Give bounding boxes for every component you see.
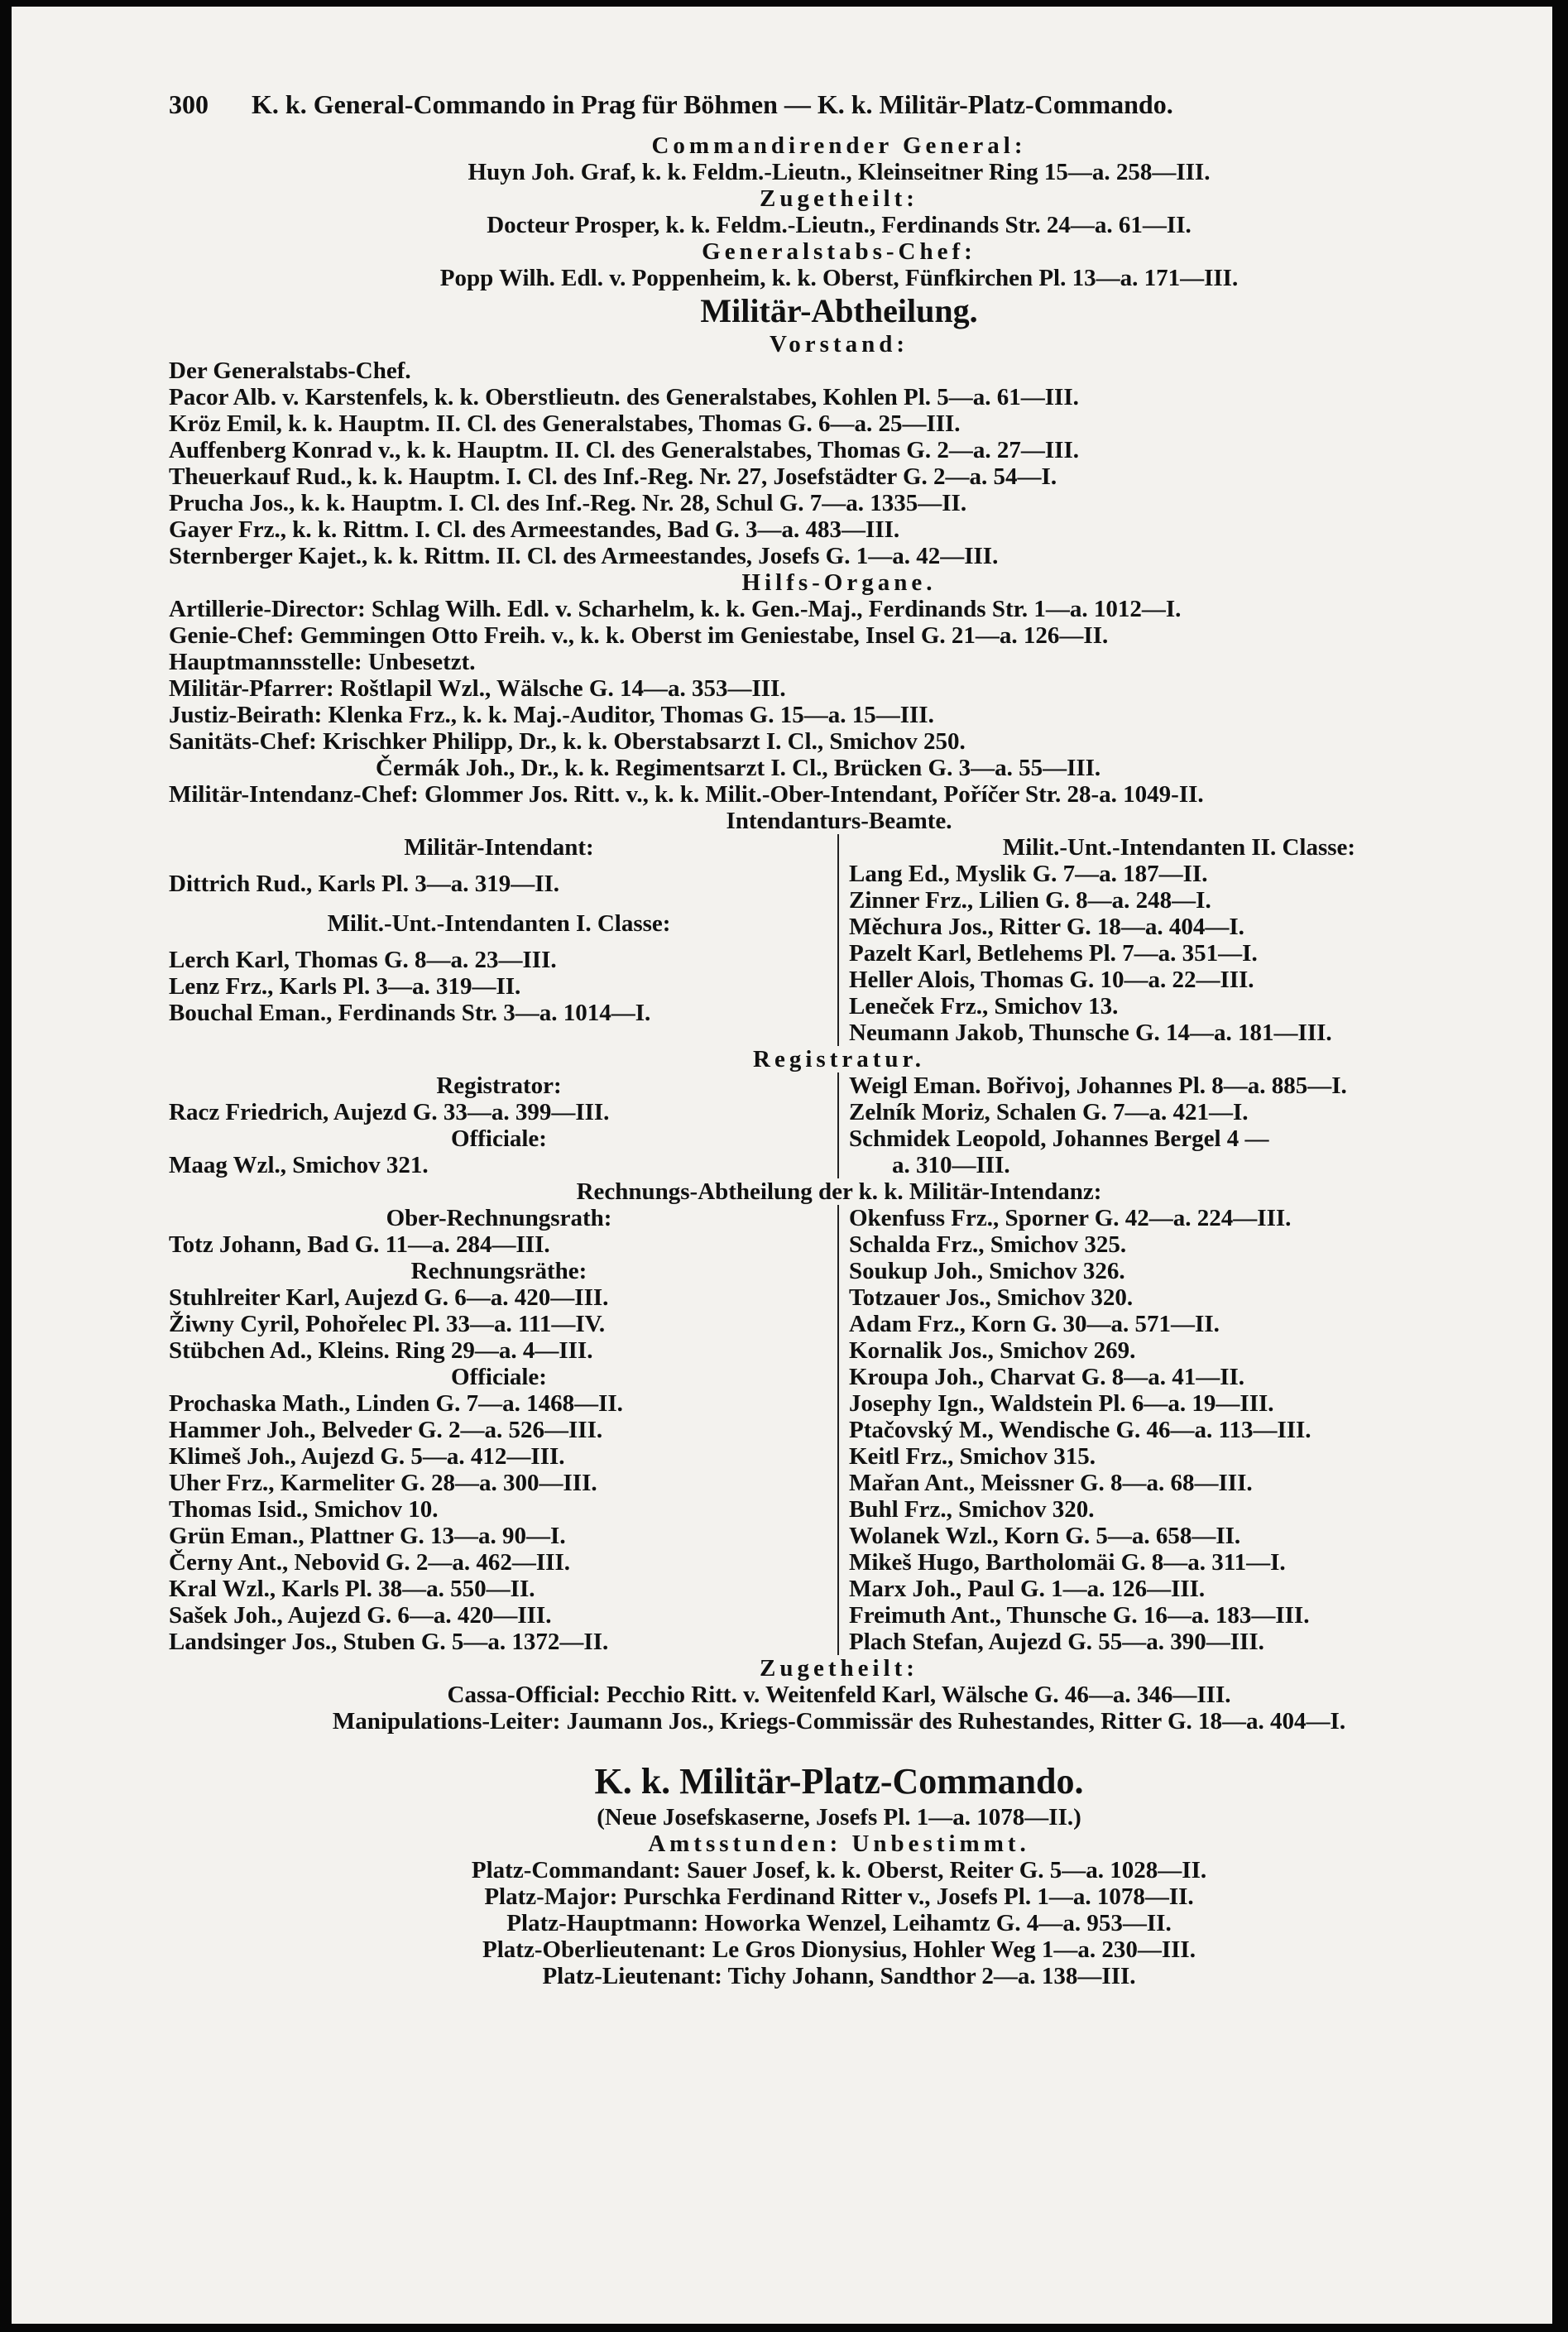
list-item: Justiz-Beirath: Klenka Frz., k. k. Maj.-Auditor, Thomas G. 15—a. 15—III. [169,702,934,728]
intendantur-columns [169,834,1509,1046]
list-item: Theuerkauf Rud., k. k. Hauptm. I. Cl. des Inf.-Reg. Nr. 27, Josefstädter G. 2—a. 54—I. [169,463,1057,490]
list-item: Žiwny Cyril, Pohořelec Pl. 33—a. 111—IV. [169,1311,606,1337]
section-title: Vorstand: [769,331,909,357]
list-item: Keitl Frz., Smichov 315. [849,1443,1096,1470]
list-item: Stuhlreiter Karl, Aujezd G. 6—a. 420—III. [169,1284,609,1311]
list-item: Milit.-Unt.-Intendanten II. Classe: [1002,834,1356,861]
list-item: Der Generalstabs-Chef. [169,357,411,384]
list-item: Marx Joh., Paul G. 1—a. 126—III. [849,1576,1206,1602]
list-item: Kral Wzl., Karls Pl. 38—a. 550—II. [169,1576,535,1602]
list-item: Officiale: [451,1364,547,1390]
list-item: Racz Friedrich, Aujezd G. 33—a. 399—III. [169,1099,610,1125]
section-title: Zugetheilt: [760,1655,918,1682]
hilfs-list [169,596,1509,808]
list-item: Klimeš Joh., Aujezd G. 5—a. 412—III. [169,1443,565,1470]
list-item: Platz-Oberlieutenant: Le Gros Dionysius, Hohler Weg 1—a. 230—III. [482,1936,1196,1963]
list-item: Kröz Emil, k. k. Hauptm. II. Cl. des Generalstabes, Thomas G. 6—a. 25—III. [169,410,961,437]
list-item: Lang Ed., Myslik G. 7—a. 187—II. [849,861,1208,887]
list-item: Maag Wzl., Smichov 321. [169,1152,429,1178]
list-item: Sternberger Kajet., k. k. Rittm. II. Cl. des Armeestandes, Josefs G. 1—a. 42—III. [169,543,999,569]
list-item: Uher Frz., Karmeliter G. 28—a. 300—III. [169,1470,597,1496]
list-item: Registrator: [436,1072,562,1099]
list-item: Militär-Pfarrer: Roštlapil Wzl., Wälsche G. 14—a. 353—III. [169,675,786,702]
list-item: Dittrich Rud., Karls Pl. 3—a. 319—II. [169,871,560,897]
list-item: Prochaska Math., Linden G. 7—a. 1468—II. [169,1390,623,1417]
platz-heading: K. k. Militär-Platz-Commando. [594,1761,1084,1802]
section-title: Commandirender General: [651,132,1027,159]
left-column [169,834,839,1046]
list-item: Pazelt Karl, Betlehems Pl. 7—a. 351—I. [849,940,1258,967]
list-item: Thomas Isid., Smichov 10. [169,1496,439,1523]
vorstand-list [169,357,1509,569]
list-item: Pacor Alb. v. Karstenfels, k. k. Oberstlieutn. des Generalstabes, Kohlen Pl. 5—a. 61—III. [169,384,1079,410]
list-item: Mařan Ant., Meissner G. 8—a. 68—III. [849,1470,1253,1496]
section-title: Hilfs-Organe. [741,569,937,596]
right-column [839,1205,1509,1655]
list-item: Buhl Frz., Smichov 320. [849,1496,1095,1523]
list-item: Zelník Moriz, Schalen G. 7—a. 421—I. [849,1099,1249,1125]
list-item: Lenz Frz., Karls Pl. 3—a. 319—II. [169,973,521,1000]
list-item: Cassa-Official: Pecchio Ritt. v. Weitenfeld Karl, Wälsche G. 46—a. 346—III. [447,1682,1231,1708]
list-item: Totzauer Jos., Smichov 320. [849,1284,1134,1311]
list-item: Plach Stefan, Aujezd G. 55—a. 390—III. [849,1629,1264,1655]
list-item: Kroupa Joh., Charvat G. 8—a. 41—II. [849,1364,1245,1390]
list-item: Platz-Major: Purschka Ferdinand Ritter v., Josefs Pl. 1—a. 1078—II. [484,1883,1194,1910]
list-item: Platz-Lieutenant: Tichy Johann, Sandthor 2—a. 138—III. [542,1963,1136,1989]
section-title: Generalstabs-Chef: [702,238,976,265]
list-item: Officiale: [451,1125,547,1152]
section-title: Intendanturs-Beamte. [726,808,952,834]
list-item: Hammer Joh., Belveder G. 2—a. 526—III. [169,1417,603,1443]
list-item: Okenfuss Frz., Sporner G. 42—a. 224—III. [849,1205,1292,1231]
list-item: Totz Johann, Bad G. 11—a. 284—III. [169,1231,550,1258]
running-header [169,89,1509,132]
list-item: Stübchen Ad., Kleins. Ring 29—a. 4—III. [169,1337,593,1364]
list-item: Sanitäts-Chef: Krischker Philipp, Dr., k. k. Oberstabsarzt I. Cl., Smichov 250. [169,728,966,755]
list-item: Josephy Ign., Waldstein Pl. 6—a. 19—III. [849,1390,1274,1417]
list-item: Militär-Intendant: [404,834,594,861]
page [12,7,1552,2324]
list-item: Černy Ant., Nebovid G. 2—a. 462—III. [169,1549,570,1576]
list-item: Adam Frz., Korn G. 30—a. 571—II. [849,1311,1220,1337]
list-item: Artillerie-Director: Schlag Wilh. Edl. v. Scharhelm, k. k. Gen.-Maj., Ferdinands Str. 1—a. 1012—I. [169,596,1182,622]
list-item: Manipulations-Leiter: Jaumann Jos., Kriegs-Commissär des Ruhestandes, Ritter G. 18—a. 404—I. [332,1708,1346,1735]
list-item: Heller Alois, Thomas G. 10—a. 22—III. [849,967,1254,993]
list-item: Soukup Joh., Smichov 326. [849,1258,1125,1284]
list-item: Zinner Frz., Lilien G. 8—a. 248—I. [849,887,1211,914]
section-title: Zugetheilt: [760,185,918,212]
list-item: Kornalik Jos., Smichov 269. [849,1337,1136,1364]
registratur-columns [169,1072,1509,1178]
list-item: Ptačovský M., Wendische G. 46—a. 113—III. [849,1417,1311,1443]
list-item: Landsinger Jos., Stuben G. 5—a. 1372—II. [169,1629,609,1655]
section-title: Registratur. [753,1046,925,1072]
list-item: Měchura Jos., Ritter G. 18—a. 404—I. [849,914,1244,940]
left-column [169,1205,839,1655]
list-item: Sašek Joh., Aujezd G. 6—a. 420—III. [169,1602,552,1629]
right-column [839,834,1509,1046]
list-item: Ober-Rechnungsrath: [386,1205,612,1231]
amtsstunden: Amtsstunden: Unbestimmt. [648,1831,1030,1857]
list-item: a. 310—III. [892,1152,1010,1178]
list-item: Schmidek Leopold, Johannes Bergel 4 — [849,1125,1269,1152]
running-head-title: K. k. General-Commando in Prag für Böhmen — K. k. Militär-Platz-Commando. [252,89,1173,119]
list-item: Milit.-Unt.-Intendanten I. Classe: [327,910,671,937]
list-item: Auffenberg Konrad v., k. k. Hauptm. II. Cl. des Generalstabes, Thomas G. 2—a. 27—III. [169,437,1079,463]
page-content [169,89,1509,1989]
entry: Docteur Prosper, k. k. Feldm.-Lieutn., Ferdinands Str. 24—a. 61—II. [487,212,1192,238]
list-item: Hauptmannsstelle: Unbesetzt. [169,649,476,675]
list-item: Wolanek Wzl., Korn G. 5—a. 658—II. [849,1523,1241,1549]
list-item: Schalda Frz., Smichov 325. [849,1231,1127,1258]
list-item: Platz-Commandant: Sauer Josef, k. k. Oberst, Reiter G. 5—a. 1028—II. [471,1857,1207,1883]
list-item: Čermák Joh., Dr., k. k. Regimentsarzt I. Cl., Brücken G. 3—a. 55—III. [376,755,1101,781]
list-item: Lerch Karl, Thomas G. 8—a. 23—III. [169,947,557,973]
list-item: Prucha Jos., k. k. Hauptm. I. Cl. des Inf.-Reg. Nr. 28, Schul G. 7—a. 1335—II. [169,490,967,516]
section-title: Rechnungs-Abtheilung der k. k. Militär-Intendanz: [576,1178,1102,1205]
list-item: Weigl Eman. Bořivoj, Johannes Pl. 8—a. 885—I. [849,1072,1347,1099]
list-item: Rechnungsräthe: [410,1258,587,1284]
platz-subtitle: (Neue Josefskaserne, Josefs Pl. 1—a. 1078—II.) [597,1804,1081,1831]
list-item: Grün Eman., Plattner G. 13—a. 90—I. [169,1523,566,1549]
left-column [169,1072,839,1178]
militaer-heading: Militär-Abtheilung. [700,292,978,329]
right-column [839,1072,1509,1178]
list-item: Platz-Hauptmann: Howorka Wenzel, Leihamtz G. 4—a. 953—II. [506,1910,1172,1936]
list-item: Mikeš Hugo, Bartholomäi G. 8—a. 311—I. [849,1549,1286,1576]
list-item: Neumann Jakob, Thunsche G. 14—a. 181—III. [849,1020,1332,1046]
page-number: 300 [169,89,209,119]
entry: Popp Wilh. Edl. v. Poppenheim, k. k. Oberst, Fünfkirchen Pl. 13—a. 171—III. [439,265,1239,291]
list-item: Militär-Intendanz-Chef: Glommer Jos. Ritt. v., k. k. Milit.-Ober-Intendant, Poříčer Str. 28-a. 1049-II. [169,781,1204,808]
list-item: Gayer Frz., k. k. Rittm. I. Cl. des Armeestandes, Bad G. 3—a. 483—III. [169,516,900,543]
list-item: Leneček Frz., Smichov 13. [849,993,1119,1020]
list-item: Freimuth Ant., Thunsche G. 16—a. 183—III. [849,1602,1310,1629]
rechnung-columns [169,1205,1509,1655]
entry: Huyn Joh. Graf, k. k. Feldm.-Lieutn., Kleinseitner Ring 15—a. 258—III. [468,159,1211,185]
list-item: Bouchal Eman., Ferdinands Str. 3—a. 1014—I. [169,1000,651,1026]
list-item: Genie-Chef: Gemmingen Otto Freih. v., k. k. Oberst im Geniestabe, Insel G. 21—a. 126—II. [169,622,1109,649]
